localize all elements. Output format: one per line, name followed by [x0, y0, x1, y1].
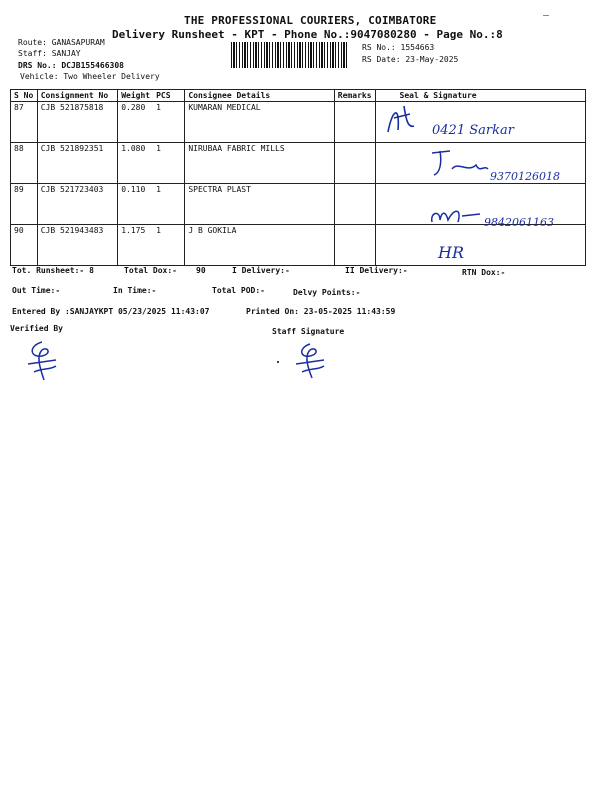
col-header-pcs: PCS	[153, 90, 185, 102]
staff-signature	[292, 340, 332, 382]
cell-pcs: 1	[153, 102, 185, 143]
rs-number: RS No.: 1554663	[362, 43, 435, 52]
tot-runsheet: Tot. Runsheet:- 8	[12, 266, 94, 275]
cell-consignee: KUMARAN MEDICAL	[185, 102, 334, 143]
dot-mark	[277, 361, 279, 363]
cell-weight: 1.175	[118, 225, 153, 266]
cell-sno: 87	[11, 102, 38, 143]
cell-consignment: CJB 521943483	[37, 225, 117, 266]
cell-weight: 0.280	[118, 102, 153, 143]
cell-consignee: NIRUBAA FABRIC MILLS	[185, 143, 334, 184]
cell-sno: 89	[11, 184, 38, 225]
runsheet-heading: Delivery Runsheet - KPT - Phone No.:9047080280 - Page No.:8	[112, 28, 503, 41]
cell-sno: 90	[11, 225, 38, 266]
entered-by: Entered By :SANJAYKPT 05/23/2025 11:43:07	[12, 307, 210, 316]
cell-pcs: 1	[153, 184, 185, 225]
in-time: In Time:-	[113, 286, 157, 295]
total-pod: Total POD:-	[212, 286, 265, 295]
handwritten-signature-row87	[380, 100, 520, 140]
handwriting-0421: 0421 Sarkar	[432, 123, 514, 138]
total-dox-label: Total Dox:-	[124, 266, 177, 275]
col-header-sno: S No	[11, 90, 38, 102]
cell-consignment: CJB 521892351	[37, 143, 117, 184]
col-header-seal: Seal & Signature	[375, 90, 585, 102]
total-dox-value: 90	[196, 266, 206, 275]
barcode	[231, 42, 349, 68]
staff-label: Staff: SANJAY	[18, 49, 81, 58]
col-header-weight: Weight	[118, 90, 153, 102]
cell-remarks	[334, 143, 375, 184]
rs-date: RS Date: 23-May-2025	[362, 55, 459, 64]
verifier-signature	[22, 338, 62, 384]
verified-by-label: Verified By	[10, 324, 63, 333]
cell-pcs: 1	[153, 225, 185, 266]
handwritten-signature-row88	[428, 145, 588, 185]
cell-consignment: CJB 521875818	[37, 102, 117, 143]
handwriting-phone-89: 9842061163	[484, 216, 554, 229]
company-title: THE PROFESSIONAL COURIERS, COIMBATORE	[184, 14, 437, 27]
handwriting-phone-88: 9370126018	[490, 170, 560, 183]
handwritten-signature-row89	[428, 200, 588, 232]
i-delivery: I Delivery:-	[232, 266, 290, 275]
route-label: Route: GANASAPURAM	[18, 38, 105, 47]
ii-delivery: II Delivery:-	[345, 266, 408, 275]
vehicle-label: Vehicle: Two Wheeler Delivery	[20, 72, 160, 81]
handwriting-hr: HR	[438, 243, 464, 262]
corner-mark	[543, 15, 549, 16]
drs-number: DRS No.: DCJB155466308	[18, 61, 124, 70]
cell-weight: 1.080	[118, 143, 153, 184]
col-header-remarks: Remarks	[334, 90, 375, 102]
cell-remarks	[334, 102, 375, 143]
cell-weight: 0.110	[118, 184, 153, 225]
cell-pcs: 1	[153, 143, 185, 184]
out-time: Out Time:-	[12, 286, 61, 295]
cell-consignment: CJB 521723403	[37, 184, 117, 225]
cell-remarks	[334, 184, 375, 225]
handwritten-initials-row90	[436, 238, 486, 264]
col-header-consignment: Consignment No	[37, 90, 117, 102]
col-header-consignee: Consignee Details	[185, 90, 334, 102]
cell-consignee: J B GOKILA	[185, 225, 334, 266]
rtn-dox: RTN Dox:-	[462, 268, 506, 277]
cell-sno: 88	[11, 143, 38, 184]
delvy-points: Delvy Points:-	[293, 288, 361, 297]
staff-signature-label: Staff Signature	[272, 327, 345, 336]
printed-on: Printed On: 23-05-2025 11:43:59	[246, 307, 396, 316]
cell-consignee: SPECTRA PLAST	[185, 184, 334, 225]
cell-remarks	[334, 225, 375, 266]
